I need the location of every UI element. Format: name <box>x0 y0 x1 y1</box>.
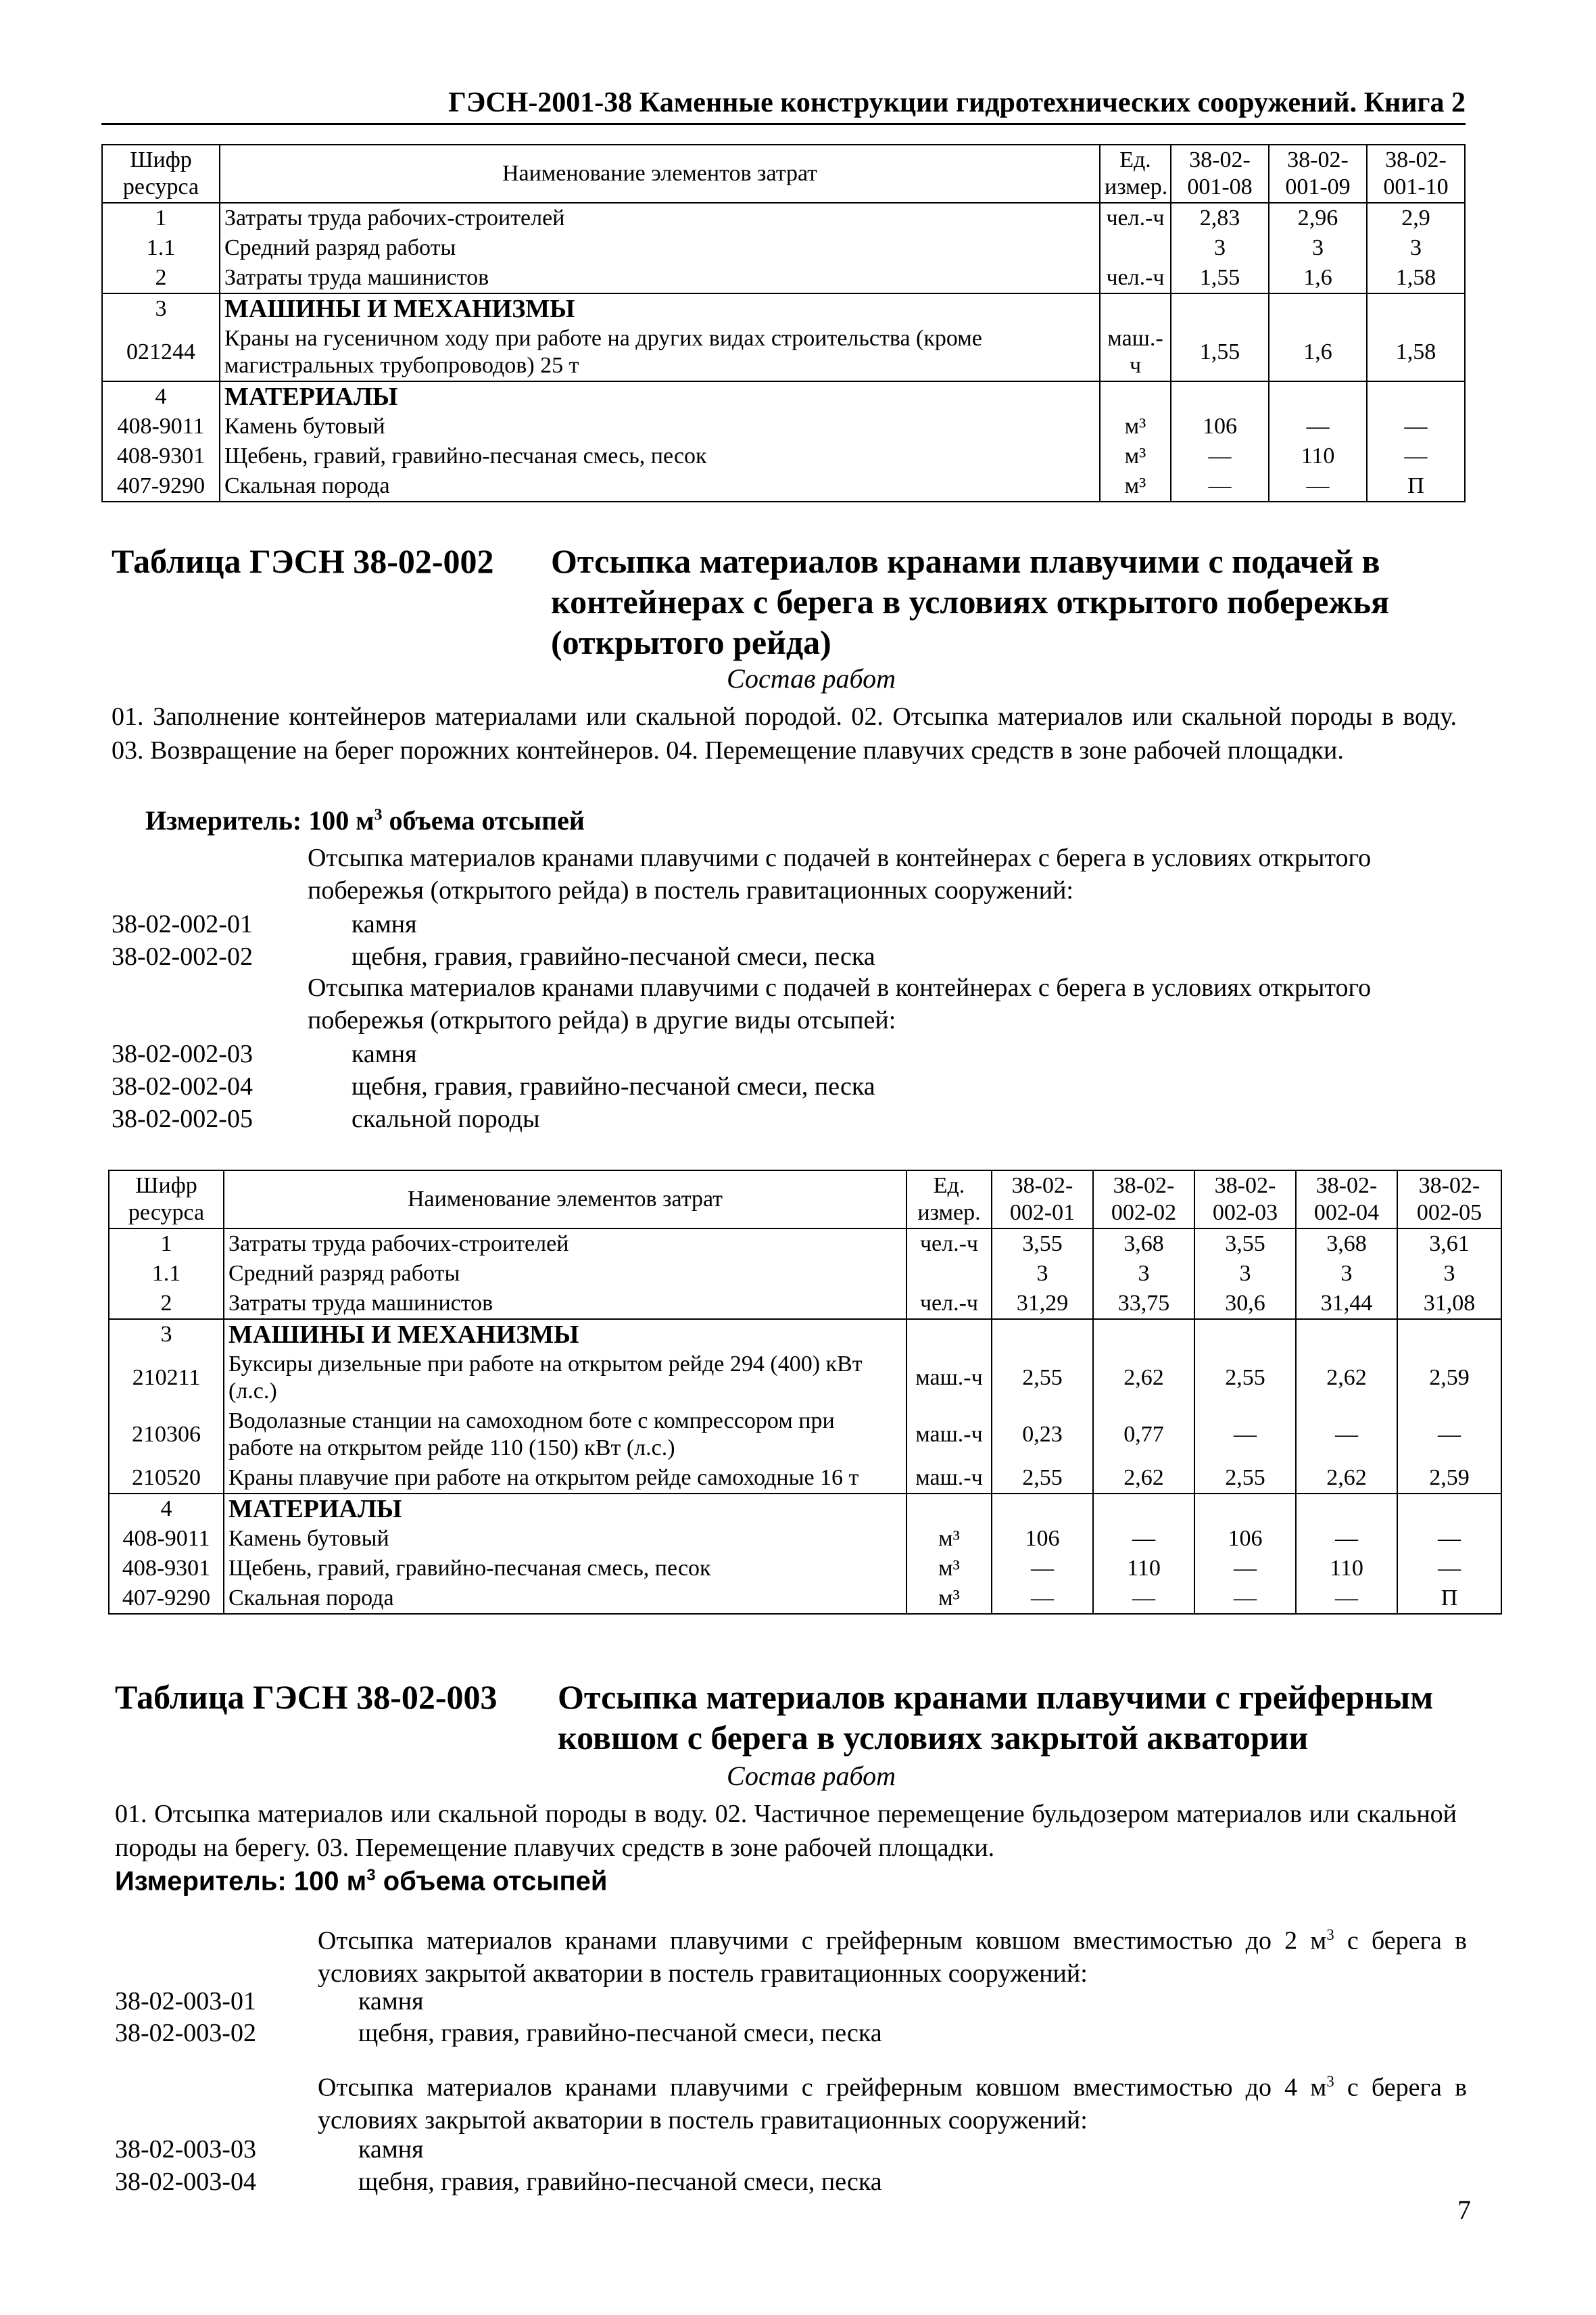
cell-name: Средний разряд работы <box>224 1259 906 1289</box>
cell-code: 408-9301 <box>109 1554 224 1583</box>
item-code: 38-02-002-03 <box>112 1040 253 1068</box>
cell-unit: м³ <box>1100 412 1171 441</box>
table-row <box>102 293 1465 324</box>
header-unit: Ед. измер. <box>1100 145 1171 203</box>
cell-value: 1,6 <box>1269 263 1367 293</box>
measure-suffix: объема отсыпей <box>375 1866 608 1896</box>
cell-unit <box>906 1319 992 1350</box>
cell-code: 2 <box>109 1289 224 1319</box>
cell-code: 1 <box>109 1228 224 1259</box>
cell-unit: маш.-ч <box>906 1406 992 1463</box>
cell-code: 408-9301 <box>102 441 220 471</box>
cell-code: 210306 <box>109 1406 224 1463</box>
cell-value: 110 <box>1269 441 1367 471</box>
item-code: 38-02-002-02 <box>112 942 253 971</box>
cell-value: 33,75 <box>1093 1289 1194 1319</box>
cell-unit: м³ <box>906 1554 992 1583</box>
cell-value: 3,68 <box>1296 1228 1397 1259</box>
cell-value: 2,55 <box>1194 1463 1296 1494</box>
table-row <box>102 263 1465 293</box>
composition-text: 01. Заполнение контейнеров материалами или скальной породой. 02. Отсыпка материалов или скальной породы в воду. 03. Возвращение на берег порожних контейнеров. 04. Перемещение плавучих средств в зоне рабочей площадки. <box>112 702 1457 765</box>
measure-sup: 3 <box>366 1866 376 1884</box>
cell-unit: м³ <box>1100 471 1171 502</box>
cell-unit: м³ <box>1100 441 1171 471</box>
cell-value: 3 <box>1093 1259 1194 1289</box>
group-text-a: Отсыпка материалов кранами плавучими с грейферным ковшом вместимостью до 4 м <box>318 2073 1327 2102</box>
cell-value: 3,61 <box>1397 1228 1501 1259</box>
cell-value: 3 <box>1194 1259 1296 1289</box>
cell-unit: м³ <box>906 1583 992 1614</box>
cell-value: 1,55 <box>1171 263 1269 293</box>
item-label: щебня, гравия, гравийно-песчаной смеси, песка <box>352 1072 875 1101</box>
cell-name: Средний разряд работы <box>220 233 1100 263</box>
cell-value <box>1397 1494 1501 1524</box>
cell-value: 106 <box>1171 412 1269 441</box>
group-description <box>318 1919 1467 1990</box>
cell-value: — <box>1269 471 1367 502</box>
group-text-sup: 3 <box>1326 1926 1334 1943</box>
cell-code: 210520 <box>109 1463 224 1494</box>
cell-value: — <box>1296 1583 1397 1614</box>
table-label: Таблица ГЭСН 38-02-003 <box>115 1678 498 1716</box>
cell-value: 3,55 <box>1194 1228 1296 1259</box>
cell-value: — <box>1194 1554 1296 1583</box>
table-title-line: Отсыпка материалов кранами плавучими с подачей в <box>551 542 1380 580</box>
cell-code: 407-9290 <box>109 1583 224 1614</box>
header-col: 38-02-001-09 <box>1269 145 1367 203</box>
header-name: Наименование элементов затрат <box>220 145 1100 203</box>
cell-value: 3 <box>1367 233 1465 263</box>
measure-prefix: Измеритель: 100 м <box>145 805 374 836</box>
cell-code: 408-9011 <box>102 412 220 441</box>
cell-value: 106 <box>1194 1524 1296 1554</box>
cell-code: 3 <box>102 293 220 324</box>
cell-value <box>1093 1319 1194 1350</box>
header-code: Шифр ресурса <box>102 145 220 203</box>
table-title-line: контейнерах с берега в условиях открытого побережья <box>551 583 1390 621</box>
cell-value: 3 <box>1171 233 1269 263</box>
table-row <box>102 381 1465 412</box>
cell-name: Скальная порода <box>220 471 1100 502</box>
table-row <box>109 1583 1501 1614</box>
table-title-line: ковшом с берега в условиях закрытой акватории <box>558 1719 1309 1757</box>
item-label: камня <box>358 1987 424 2015</box>
cell-value: — <box>1296 1406 1397 1463</box>
cell-name: Камень бутовый <box>224 1524 906 1554</box>
cell-code: 3 <box>109 1319 224 1350</box>
header-col: 38-02-001-08 <box>1171 145 1269 203</box>
cell-section-title: МАШИНЫ И МЕХАНИЗМЫ <box>220 293 1100 324</box>
group-text-sup: 3 <box>1326 2073 1334 2090</box>
cell-value <box>1397 1319 1501 1350</box>
cell-value: 3,55 <box>992 1228 1093 1259</box>
cell-unit <box>906 1259 992 1289</box>
cell-value: 1,58 <box>1367 324 1465 381</box>
item-label: щебня, гравия, гравийно-песчаной смеси, песка <box>358 2168 882 2196</box>
cell-name: Щебень, гравий, гравийно-песчаная смесь, песок <box>224 1554 906 1583</box>
cell-value: — <box>1367 441 1465 471</box>
cell-code: 408-9011 <box>109 1524 224 1554</box>
cell-code: 1.1 <box>109 1259 224 1289</box>
cell-value <box>1269 293 1367 324</box>
header-col: 38-02-002-02 <box>1093 1170 1194 1228</box>
table-row <box>109 1494 1501 1524</box>
cell-value: 2,83 <box>1171 203 1269 233</box>
cell-value: — <box>1397 1406 1501 1463</box>
cell-unit <box>1100 233 1171 263</box>
item-code: 38-02-002-01 <box>112 910 253 938</box>
group-text-b: с берега в условиях закрытой акватории в постель гравитационных сооружений: <box>318 1926 1468 1988</box>
cell-value: — <box>1171 471 1269 502</box>
table-row <box>109 1350 1501 1406</box>
cell-value: — <box>1194 1406 1296 1463</box>
cell-value: — <box>992 1583 1093 1614</box>
header-col: 38-02-001-10 <box>1367 145 1465 203</box>
cell-value <box>1296 1494 1397 1524</box>
item-code: 38-02-003-04 <box>115 2168 256 2196</box>
item-label: камня <box>358 2135 424 2164</box>
table-row <box>102 441 1465 471</box>
cell-value: 2,62 <box>1296 1350 1397 1406</box>
group-text-a: Отсыпка материалов кранами плавучими с грейферным ковшом вместимостью до 2 м <box>318 1926 1327 1955</box>
item-label: камня <box>352 910 417 938</box>
cell-value: 2,62 <box>1093 1463 1194 1494</box>
cell-value: — <box>1367 412 1465 441</box>
page-number: 7 <box>1457 2195 1471 2225</box>
table-row <box>109 1259 1501 1289</box>
header-unit: Ед. измер. <box>906 1170 992 1228</box>
cell-value <box>1367 381 1465 412</box>
item-code: 38-02-002-04 <box>112 1072 253 1101</box>
cell-code: 4 <box>102 381 220 412</box>
cell-value: — <box>1194 1583 1296 1614</box>
item-code: 38-02-003-03 <box>115 2135 256 2164</box>
cell-value: 3 <box>992 1259 1093 1289</box>
cell-name: Щебень, гравий, гравийно-песчаная смесь, песок <box>220 441 1100 471</box>
cell-value: — <box>1269 412 1367 441</box>
cell-value: 2,55 <box>992 1350 1093 1406</box>
cell-name: Затраты труда рабочих-строителей <box>224 1228 906 1259</box>
cell-unit <box>906 1494 992 1524</box>
item-label: камня <box>352 1040 417 1068</box>
table-row <box>102 471 1465 502</box>
cell-value <box>1194 1319 1296 1350</box>
group-description <box>318 2066 1467 2137</box>
cell-value: П <box>1397 1583 1501 1614</box>
cell-value: 110 <box>1296 1554 1397 1583</box>
table-row <box>102 412 1465 441</box>
table-header-row <box>109 1170 1501 1228</box>
cell-section-title: МАШИНЫ И МЕХАНИЗМЫ <box>224 1319 906 1350</box>
cell-name: Краны плавучие при работе на открытом рейде самоходные 16 т <box>224 1463 906 1494</box>
header-col: 38-02-002-03 <box>1194 1170 1296 1228</box>
cell-value: — <box>1093 1524 1194 1554</box>
measure-unit <box>145 805 585 836</box>
cell-value: 2,59 <box>1397 1463 1501 1494</box>
table-row <box>109 1228 1501 1259</box>
header-col: 38-02-002-01 <box>992 1170 1093 1228</box>
cell-value: 3 <box>1269 233 1367 263</box>
item-code: 38-02-002-05 <box>112 1105 253 1133</box>
table-label: Таблица ГЭСН 38-02-002 <box>112 542 494 580</box>
measure-prefix: Измеритель: 100 м <box>115 1866 367 1896</box>
cell-value: 0,23 <box>992 1406 1093 1463</box>
cell-unit: м³ <box>906 1524 992 1554</box>
table-header-row <box>102 145 1465 203</box>
cell-value: 30,6 <box>1194 1289 1296 1319</box>
cell-unit: маш.-ч <box>906 1350 992 1406</box>
composition-text: 01. Отсыпка материалов или скальной породы в воду. 02. Частичное перемещение бульдозером материалов или скальной породы на берегу. 03. Перемещение плавучих средств в зоне рабочей площадки. <box>115 1800 1457 1862</box>
cell-value: 2,55 <box>992 1463 1093 1494</box>
cell-value <box>1093 1494 1194 1524</box>
item-label: щебня, гравия, гравийно-песчаной смеси, песка <box>358 2019 882 2047</box>
cell-value: 2,59 <box>1397 1350 1501 1406</box>
cell-unit: маш.-ч <box>906 1463 992 1494</box>
cell-value: 2,62 <box>1093 1350 1194 1406</box>
measure-unit <box>115 1866 608 1896</box>
cell-value <box>1296 1319 1397 1350</box>
cell-code: 210211 <box>109 1350 224 1406</box>
table-row <box>102 233 1465 263</box>
table-38-02-002 <box>108 1170 1502 1615</box>
cell-value: 2,96 <box>1269 203 1367 233</box>
cell-value: 1,58 <box>1367 263 1465 293</box>
cell-value <box>992 1494 1093 1524</box>
cell-value: 106 <box>992 1524 1093 1554</box>
cell-value <box>1171 381 1269 412</box>
table-row <box>102 203 1465 233</box>
item-code: 38-02-003-02 <box>115 2019 256 2047</box>
cell-value: 110 <box>1093 1554 1194 1583</box>
cell-value: — <box>1397 1554 1501 1583</box>
group-description: Отсыпка материалов кранами плавучими с подачей в контейнерах с берега в условиях открытого побережья (открытого рейда) в постель гравитационных сооружений: <box>308 844 1372 905</box>
cell-value: — <box>1296 1524 1397 1554</box>
table-row <box>109 1524 1501 1554</box>
cell-value: — <box>1171 441 1269 471</box>
cell-name: Камень бутовый <box>220 412 1100 441</box>
measure-suffix: объема отсыпей <box>382 805 585 836</box>
cell-value: 3 <box>1296 1259 1397 1289</box>
measure-sup: 3 <box>374 806 383 824</box>
table-row <box>109 1554 1501 1583</box>
running-title: ГЭСН-2001-38 Каменные конструкции гидротехнических сооружений. Книга 2 <box>101 87 1466 125</box>
table-row <box>109 1289 1501 1319</box>
header-col: 38-02-002-05 <box>1397 1170 1501 1228</box>
cell-value: 3,68 <box>1093 1228 1194 1259</box>
cell-unit: маш.-ч <box>1100 324 1171 381</box>
header-col: 38-02-002-04 <box>1296 1170 1397 1228</box>
cell-value: 1,6 <box>1269 324 1367 381</box>
cell-name: Скальная порода <box>224 1583 906 1614</box>
cell-value: 31,29 <box>992 1289 1093 1319</box>
cell-value: 2,9 <box>1367 203 1465 233</box>
cell-value: П <box>1367 471 1465 502</box>
cell-value: — <box>992 1554 1093 1583</box>
group-description: Отсыпка материалов кранами плавучими с подачей в контейнерах с берега в условиях открытого побережья (открытого рейда) в другие виды отсыпей: <box>308 974 1372 1034</box>
item-code: 38-02-003-01 <box>115 1987 256 2015</box>
cell-value <box>1367 293 1465 324</box>
cell-value <box>1194 1494 1296 1524</box>
table-row <box>109 1319 1501 1350</box>
cell-value <box>1171 293 1269 324</box>
cell-value: — <box>1397 1524 1501 1554</box>
cell-section-title: МАТЕРИАЛЫ <box>224 1494 906 1524</box>
cell-name: Водолазные станции на самоходном боте с компрессором при работе на открытом рейде 110 (150) кВт (л.с.) <box>224 1406 906 1463</box>
cell-value: — <box>1093 1583 1194 1614</box>
table-row <box>109 1463 1501 1494</box>
item-label: скальной породы <box>352 1105 540 1133</box>
group-text-b: с берега в условиях закрытой акватории в постель гравитационных сооружений: <box>318 2073 1468 2134</box>
table-row <box>109 1406 1501 1463</box>
cell-value: 31,44 <box>1296 1289 1397 1319</box>
cell-code: 407-9290 <box>102 471 220 502</box>
header-code: Шифр ресурса <box>109 1170 224 1228</box>
cell-unit <box>1100 381 1171 412</box>
cell-unit <box>1100 293 1171 324</box>
cell-unit: чел.-ч <box>906 1228 992 1259</box>
cell-value <box>1269 381 1367 412</box>
cell-name: Затраты труда машинистов <box>220 263 1100 293</box>
cell-name: Краны на гусеничном ходу при работе на других видах строительства (кроме магистральных трубопроводов) 25 т <box>220 324 1100 381</box>
composition-label: Состав работ <box>727 1761 896 1791</box>
cell-name: Буксиры дизельные при работе на открытом рейде 294 (400) кВт (л.с.) <box>224 1350 906 1406</box>
cell-unit: чел.-ч <box>906 1289 992 1319</box>
cell-value: 1,55 <box>1171 324 1269 381</box>
cell-name: Затраты труда машинистов <box>224 1289 906 1319</box>
cell-code: 2 <box>102 263 220 293</box>
cell-code: 1 <box>102 203 220 233</box>
cell-value: 2,55 <box>1194 1350 1296 1406</box>
header-name: Наименование элементов затрат <box>224 1170 906 1228</box>
table-title-line: (открытого рейда) <box>551 623 831 661</box>
table-title-line: Отсыпка материалов кранами плавучими с грейферным <box>558 1678 1434 1716</box>
cell-section-title: МАТЕРИАЛЫ <box>220 381 1100 412</box>
cell-unit: чел.-ч <box>1100 263 1171 293</box>
cell-code: 021244 <box>102 324 220 381</box>
cell-value: 0,77 <box>1093 1406 1194 1463</box>
item-label: щебня, гравия, гравийно-песчаной смеси, песка <box>352 942 875 971</box>
table-row <box>102 324 1465 381</box>
cell-unit: чел.-ч <box>1100 203 1171 233</box>
cell-code: 4 <box>109 1494 224 1524</box>
cell-name: Затраты труда рабочих-строителей <box>220 203 1100 233</box>
cell-value: 3 <box>1397 1259 1501 1289</box>
composition-label: Состав работ <box>727 663 896 694</box>
cell-value: 2,62 <box>1296 1463 1397 1494</box>
cell-value <box>992 1319 1093 1350</box>
cell-code: 1.1 <box>102 233 220 263</box>
cell-value: 31,08 <box>1397 1289 1501 1319</box>
table-38-02-001 <box>101 144 1466 502</box>
